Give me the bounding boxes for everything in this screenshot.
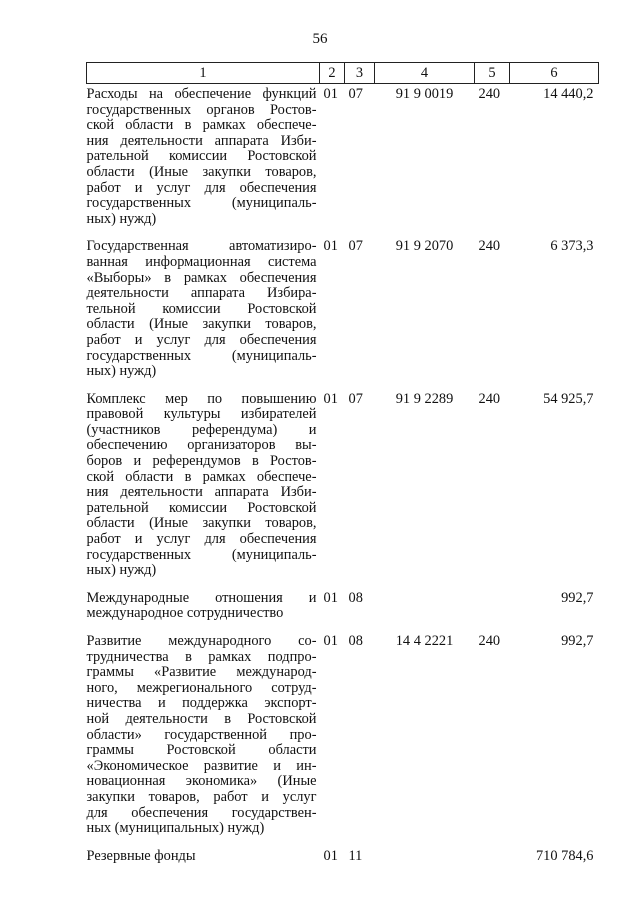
- description-line: Комплекс мер по повышению: [86, 390, 317, 407]
- target-article-code: 91 9 0019: [395, 86, 454, 102]
- description-line: ной деятельности в Ростовской: [86, 710, 317, 727]
- table-row: [87, 849, 599, 877]
- description-line: области (Иные закупки товаров,: [86, 515, 317, 532]
- header-col-5: 5: [475, 63, 510, 84]
- description-line: работ и услуг для обеспечения: [86, 331, 317, 348]
- description-line: «Экономическое развитие и ин-: [86, 757, 317, 774]
- target-article-code: [375, 591, 475, 634]
- description-line: закупки товаров, работ и услуг: [86, 788, 317, 805]
- description-line: ничества и поддержка экспорт-: [86, 695, 317, 712]
- page-number: 56: [312, 31, 328, 47]
- description-line: «Выборы» в рамках обеспечения: [86, 269, 317, 286]
- description-line: работ и услуг для обеспечения: [86, 531, 317, 548]
- description-line: рательной комиссии Ростовской: [86, 499, 317, 516]
- description-line: ванная информационная система: [86, 253, 317, 270]
- table-body: [87, 84, 599, 877]
- description-line: ных) нужд): [86, 363, 157, 380]
- header-col-4: 4: [375, 63, 475, 84]
- expense-type-code: [475, 591, 510, 634]
- amount-value: 710 784,6: [535, 847, 594, 864]
- table-row: [87, 634, 599, 849]
- description-line: Резервные фонды: [86, 847, 196, 864]
- row-description: [87, 849, 320, 877]
- description-line: государственных (муниципаль-: [86, 546, 317, 563]
- header-col-6: 6: [510, 63, 599, 84]
- amount-value: 54 925,7: [543, 390, 594, 407]
- section-code: 01: [323, 238, 338, 255]
- description-line: для обеспечения государствен-: [86, 804, 317, 821]
- row-description: [87, 392, 320, 591]
- amount-value: 992,7: [561, 633, 594, 649]
- description-line: трудничества в рамках подпро-: [86, 648, 317, 665]
- subsection-code: 08: [348, 633, 363, 649]
- description-line: государственных (муниципаль-: [86, 195, 317, 212]
- description-line: граммы Ростовской области: [86, 742, 317, 759]
- table-header-row: [87, 63, 599, 84]
- row-description: [87, 239, 320, 391]
- section-code: 01: [323, 390, 338, 407]
- subsection-code: 11: [348, 847, 363, 864]
- row-description: [87, 84, 320, 240]
- description-line: ных) нужд): [86, 210, 157, 227]
- description-line: ния деятельности аппарата Изби-: [86, 484, 317, 501]
- description-line: государственных органов Ростов-: [86, 101, 317, 118]
- target-article-code: 91 9 2289: [395, 390, 454, 407]
- description-line: области (Иные закупки товаров,: [86, 316, 317, 333]
- table-row: [87, 591, 599, 634]
- amount-value: 14 440,2: [543, 86, 594, 102]
- expense-type-code: 240: [478, 633, 501, 649]
- description-line: Государственная автоматизиро-: [86, 238, 317, 255]
- expense-type-code: [475, 849, 510, 877]
- description-line: боров и референдумов в Ростов-: [86, 453, 317, 470]
- description-line: (участников референдума) и: [86, 421, 317, 438]
- subsection-code: 07: [348, 390, 363, 407]
- description-line: правовой культуры избирателей: [86, 406, 317, 423]
- description-line: ской области в рамках обеспече-: [86, 117, 317, 134]
- description-line: тельной комиссии Ростовской: [86, 300, 317, 317]
- section-code: 01: [323, 633, 338, 649]
- row-description: [87, 634, 320, 849]
- description-line: Международные отношения и: [86, 589, 317, 606]
- header-col-2: 2: [320, 63, 345, 84]
- description-line: ного, межрегионального сотруд-: [86, 679, 317, 696]
- subsection-code: 08: [348, 589, 363, 606]
- section-code: 01: [323, 847, 338, 864]
- description-line: Расходы на обеспечение функций: [86, 86, 317, 102]
- description-line: государственных (муниципаль-: [86, 347, 317, 364]
- description-line: ных) нужд): [86, 562, 157, 579]
- description-line: рательной комиссии Ростовской: [86, 148, 317, 165]
- expense-type-code: 240: [478, 238, 501, 255]
- description-line: ных (муниципальных) нужд): [86, 820, 265, 837]
- expense-type-code: 240: [478, 390, 501, 407]
- description-line: обеспечению организаторов вы-: [86, 437, 317, 454]
- target-article-code: [375, 849, 475, 877]
- section-code: 01: [323, 86, 338, 102]
- header-col-1: 1: [87, 63, 320, 84]
- description-line: Развитие международного со-: [86, 633, 317, 649]
- amount-value: 6 373,3: [550, 238, 594, 255]
- description-line: области (Иные закупки товаров,: [86, 163, 317, 180]
- table-row: [87, 392, 599, 591]
- description-line: деятельности аппарата Избира-: [86, 285, 317, 302]
- target-article-code: 91 9 2070: [395, 238, 454, 255]
- description-line: области» государственной про-: [86, 726, 317, 743]
- expense-type-code: 240: [478, 86, 501, 102]
- subsection-code: 07: [348, 238, 363, 255]
- description-line: работ и услуг для обеспечения: [86, 179, 317, 196]
- description-line: новационная экономика» (Иные: [86, 773, 317, 790]
- header-col-3: 3: [345, 63, 375, 84]
- description-line: международное сотрудничество: [86, 605, 284, 622]
- table-row: [87, 239, 599, 391]
- description-line: граммы «Развитие международ-: [86, 664, 317, 681]
- description-line: ния деятельности аппарата Изби-: [86, 132, 317, 149]
- subsection-code: 07: [348, 86, 363, 102]
- section-code: 01: [323, 589, 338, 606]
- amount-value: 992,7: [561, 589, 594, 606]
- table-row: [87, 84, 599, 240]
- budget-table: [86, 62, 599, 876]
- row-description: [87, 591, 320, 634]
- target-article-code: 14 4 2221: [395, 633, 454, 649]
- description-line: ской области в рамках обеспече-: [86, 468, 317, 485]
